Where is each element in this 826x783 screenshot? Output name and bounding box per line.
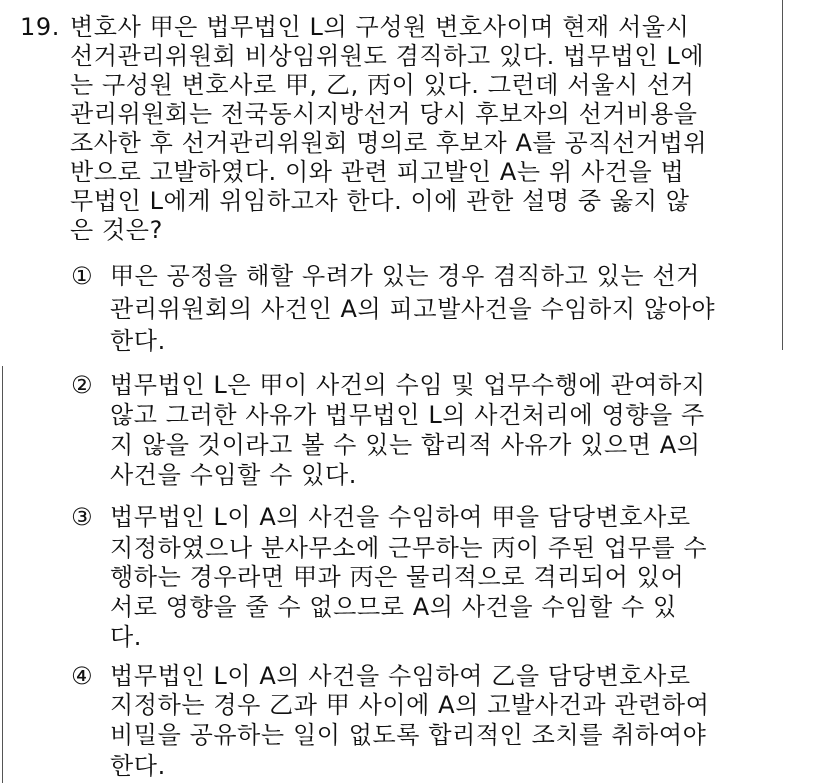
question-line: 은 것은? [70, 216, 163, 244]
option-3-line: 지정하였으나 분사무소에 근무하는 丙이 주된 업무를 수 [110, 534, 708, 562]
option-3-line: 행하는 경우라면 甲과 丙은 물리적으로 격리되어 있어 [110, 563, 685, 591]
option-4-line: 법무법인 L이 A의 사건을 수임하여 乙을 담당변호사로 [110, 662, 691, 690]
question-line: 무법인 L에게 위임하고자 한다. 이에 관한 설명 중 옳지 않 [70, 187, 690, 215]
option-2-line: 사건을 수임할 수 있다. [110, 461, 357, 489]
option-3-marker: ③ [71, 503, 94, 531]
question-number: 19. [20, 13, 60, 41]
option-2-line: 지 않을 것이라고 볼 수 있는 합리적 사유가 있으면 A의 [110, 431, 701, 459]
left-border-line [2, 366, 3, 783]
option-4-line: 지정하는 경우 乙과 甲 사이에 A의 고발사건과 관련하여 [110, 691, 710, 719]
option-3-line: 다. [110, 623, 143, 651]
option-2-line: 않고 그러한 사유가 법무법인 L의 사건처리에 영향을 주 [110, 401, 705, 429]
question-line: 선거관리위원회 비상임위원도 겸직하고 있다. 법무법인 L에 [70, 42, 705, 70]
option-1-line: 한다. [110, 327, 166, 355]
option-1-line: 甲은 공정을 해할 우려가 있는 경우 겸직하고 있는 선거 [110, 262, 700, 290]
option-4-marker: ④ [71, 662, 94, 690]
question-line: 반으로 고발하였다. 이와 관련 피고발인 A는 위 사건을 법 [70, 158, 685, 186]
option-3-line: 서로 영향을 줄 수 없으므로 A의 사건을 수임할 수 있 [110, 593, 677, 621]
option-3-line: 법무법인 L이 A의 사건을 수임하여 甲을 담당변호사로 [110, 503, 691, 531]
right-border-line [782, 0, 783, 350]
option-4-line: 비밀을 공유하는 일이 없도록 합리적인 조치를 취하여야 [110, 721, 707, 749]
option-1-marker: ① [71, 262, 94, 290]
question-line: 관리위원회는 전국동시지방선거 당시 후보자의 선거비용을 [70, 100, 698, 128]
question-line: 조사한 후 선거관리위원회 명의로 후보자 A를 공직선거법위 [70, 129, 708, 157]
question-line: 는 구성원 변호사로 甲, 乙, 丙이 있다. 그런데 서울시 선거 [70, 71, 695, 99]
question-line: 변호사 甲은 법무법인 L의 구성원 변호사이며 현재 서울시 [70, 13, 690, 41]
option-2-marker: ② [71, 371, 94, 399]
option-2-line: 법무법인 L은 甲이 사건의 수임 및 업무수행에 관여하지 [110, 371, 706, 399]
option-1-line: 관리위원회의 사건인 A의 피고발사건을 수임하지 않아야 [110, 295, 716, 323]
option-4-line: 한다. [110, 752, 166, 780]
